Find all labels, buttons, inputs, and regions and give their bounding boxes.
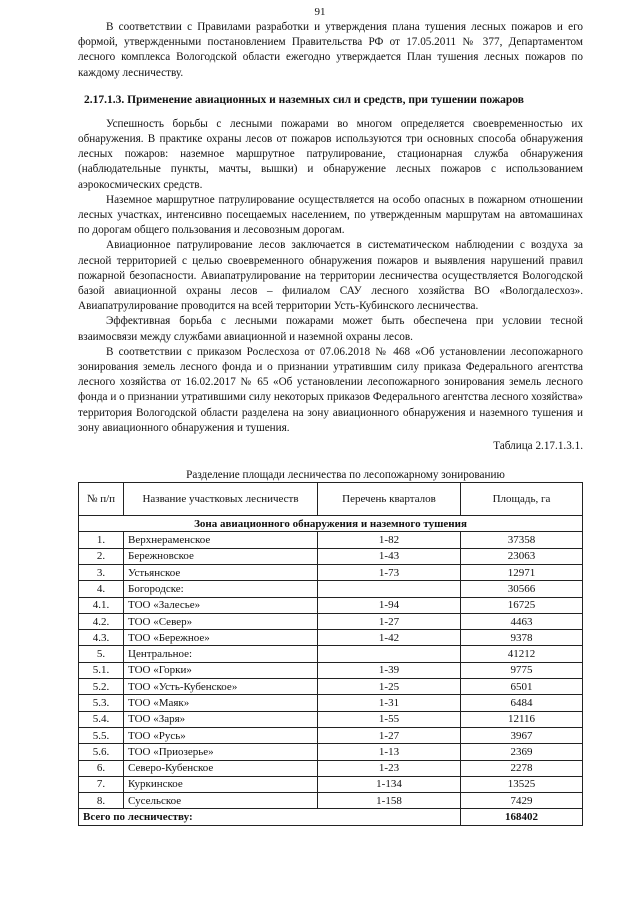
row-area: 13525 bbox=[461, 776, 583, 792]
zone-label: Зона авиационного обнаружения и наземного тушения bbox=[79, 516, 583, 532]
total-value: 168402 bbox=[461, 809, 583, 825]
row-name: Устьянское bbox=[124, 564, 318, 580]
row-name: ТОО «Горки» bbox=[124, 662, 318, 678]
row-name: ТОО «Приозерье» bbox=[124, 744, 318, 760]
table-row bbox=[79, 597, 583, 613]
table-row bbox=[79, 548, 583, 564]
row-area: 12971 bbox=[461, 564, 583, 580]
total-label: Всего по лесничеству: bbox=[79, 809, 461, 825]
row-name: ТОО «Усть-Кубенское» bbox=[124, 679, 318, 695]
row-quarters: 1-134 bbox=[318, 776, 461, 792]
row-quarters: 1-55 bbox=[318, 711, 461, 727]
row-name: ТОО «Маяк» bbox=[124, 695, 318, 711]
row-area: 3967 bbox=[461, 727, 583, 743]
table-row bbox=[79, 711, 583, 727]
row-name: Куркинское bbox=[124, 776, 318, 792]
row-quarters: 1-31 bbox=[318, 695, 461, 711]
table-reference: Таблица 2.17.1.3.1. bbox=[493, 440, 583, 453]
row-number: 5.6. bbox=[79, 744, 124, 760]
row-area: 2278 bbox=[461, 760, 583, 776]
page-number: 91 bbox=[314, 6, 326, 18]
table-row bbox=[79, 662, 583, 678]
body-paragraph: Эффективная борьба с лесными пожарами может быть обеспечена при условии тесной взаимосвязи между службами авиационной и наземной охраны лесов. bbox=[78, 315, 583, 343]
table-row bbox=[79, 679, 583, 695]
row-quarters: 1-27 bbox=[318, 727, 461, 743]
table-row bbox=[79, 760, 583, 776]
table-row bbox=[79, 630, 583, 646]
body-paragraph: Наземное маршрутное патрулирование осуществляется на особо опасных в пожарном отношении лесных участках, интенсивно посещаемых населением, по утвержденным маршрутам на автомашинах по дорогам общего пользования и лесовозным дорогам. bbox=[78, 193, 583, 237]
table-row bbox=[79, 532, 583, 548]
body-paragraph: В соответствии с приказом Рослесхоза от 07.06.2018 № 468 «Об установлении лесопожарного зонирования земель лесного фонда и о признании утратившим силу приказа Федерального агентства лесного хозяйства от 16.02.2017 № 65 «Об установлении лесопожарного зонирования земель лесного фонда и о признании утратившими силу некоторых приказов Федерального агентства лесного хозяйства» территория Вологодской области разделена на зону авиационного обнаружения и наземного тушения и зону авиационного обнаружения и тушения. bbox=[78, 345, 583, 434]
table-caption: Разделение площади лесничества по лесопожарному зонированию bbox=[186, 469, 505, 482]
row-quarters: 1-25 bbox=[318, 679, 461, 695]
row-number: 5.1. bbox=[79, 662, 124, 678]
row-name: ТОО «Бережное» bbox=[124, 630, 318, 646]
row-area: 6501 bbox=[461, 679, 583, 695]
body-paragraph: Авиационное патрулирование лесов заключается в систематическом наблюдении с воздуха за лесной территорией с целью своевременного обнаружения пожаров и выявления нарушений правил пожарной безопасности. Авиапатрулирование на территории лесничества осуществляется Вологодской базой авиационной охраны лесов – филиалом САУ лесного хозяйства ВО «Вологдалесхоз». Авиапатрулирование проводится на всей территории Усть-Кубинского лесничества. bbox=[78, 239, 583, 313]
header-number: № п/п bbox=[79, 483, 124, 516]
row-quarters: 1-39 bbox=[318, 662, 461, 678]
row-area: 41212 bbox=[461, 646, 583, 662]
row-name: Богородске: bbox=[124, 581, 318, 597]
table-row bbox=[79, 744, 583, 760]
row-name: ТОО «Русь» bbox=[124, 727, 318, 743]
intro-paragraph: В соответствии с Правилами разработки и утверждения плана тушения лесных пожаров и его формой, утвержденными постановлением Правительства РФ от 17.05.2011 № 377, Департаментом лесного комплекса Вологодской области ежегодно утверждается План тушения лесных пожаров по каждому лесничеству. bbox=[78, 21, 583, 79]
row-number: 6. bbox=[79, 760, 124, 776]
row-area: 6484 bbox=[461, 695, 583, 711]
row-name: Верхнераменское bbox=[124, 532, 318, 548]
row-quarters bbox=[318, 646, 461, 662]
row-area: 16725 bbox=[461, 597, 583, 613]
table-row bbox=[79, 695, 583, 711]
row-number: 5.4. bbox=[79, 711, 124, 727]
table-row bbox=[79, 776, 583, 792]
row-quarters: 1-27 bbox=[318, 613, 461, 629]
row-area: 9775 bbox=[461, 662, 583, 678]
row-quarters: 1-23 bbox=[318, 760, 461, 776]
row-number: 4.3. bbox=[79, 630, 124, 646]
row-name: Северо-Кубенское bbox=[124, 760, 318, 776]
row-number: 5.5. bbox=[79, 727, 124, 743]
table-header-row bbox=[79, 483, 583, 516]
row-quarters: 1-13 bbox=[318, 744, 461, 760]
row-quarters: 1-42 bbox=[318, 630, 461, 646]
row-number: 5.2. bbox=[79, 679, 124, 695]
row-number: 4. bbox=[79, 581, 124, 597]
row-area: 9378 bbox=[461, 630, 583, 646]
row-number: 4.1. bbox=[79, 597, 124, 613]
row-area: 37358 bbox=[461, 532, 583, 548]
row-area: 7429 bbox=[461, 793, 583, 809]
table-row bbox=[79, 564, 583, 580]
row-name: ТОО «Север» bbox=[124, 613, 318, 629]
header-area: Площадь, га bbox=[461, 483, 583, 516]
total-row bbox=[79, 809, 583, 825]
row-quarters: 1-82 bbox=[318, 532, 461, 548]
row-name: Сусельское bbox=[124, 793, 318, 809]
row-area: 23063 bbox=[461, 548, 583, 564]
zoning-table bbox=[78, 482, 583, 826]
table-row bbox=[79, 727, 583, 743]
header-name: Название участковых лесничеств bbox=[124, 483, 318, 516]
row-area: 30566 bbox=[461, 581, 583, 597]
row-number: 1. bbox=[79, 532, 124, 548]
row-number: 2. bbox=[79, 548, 124, 564]
row-number: 4.2. bbox=[79, 613, 124, 629]
row-area: 12116 bbox=[461, 711, 583, 727]
header-quarters: Перечень кварталов bbox=[318, 483, 461, 516]
section-paragraphs bbox=[78, 117, 583, 436]
row-quarters: 1-94 bbox=[318, 597, 461, 613]
table-row bbox=[79, 793, 583, 809]
row-quarters: 1-158 bbox=[318, 793, 461, 809]
row-quarters: 1-43 bbox=[318, 548, 461, 564]
row-name: ТОО «Залесье» bbox=[124, 597, 318, 613]
row-quarters: 1-73 bbox=[318, 564, 461, 580]
row-number: 3. bbox=[79, 564, 124, 580]
body-paragraph: Успешность борьбы с лесными пожарами во многом определяется своевременностью их обнаружения. В практике охраны лесов от пожаров используются три основных способа обнаружения лесных пожаров: наземное маршрутное патрулирование, стационарная служба обнаружения (наблюдательные пункты, мачты, вышки) и обнаружение лесных пожаров с использованием аэрокосмических средств. bbox=[78, 117, 583, 191]
table-row bbox=[79, 646, 583, 662]
document-body bbox=[78, 20, 583, 826]
row-number: 7. bbox=[79, 776, 124, 792]
row-area: 4463 bbox=[461, 613, 583, 629]
row-name: Центральное: bbox=[124, 646, 318, 662]
row-quarters bbox=[318, 581, 461, 597]
row-name: ТОО «Заря» bbox=[124, 711, 318, 727]
table-row bbox=[79, 613, 583, 629]
row-area: 2369 bbox=[461, 744, 583, 760]
zone-row bbox=[79, 516, 583, 532]
table-row bbox=[79, 581, 583, 597]
row-number: 5.3. bbox=[79, 695, 124, 711]
row-number: 8. bbox=[79, 793, 124, 809]
row-name: Бережновское bbox=[124, 548, 318, 564]
section-heading: 2.17.1.3. Применение авиационных и наземных сил и средств, при тушении пожаров bbox=[84, 93, 524, 106]
row-number: 5. bbox=[79, 646, 124, 662]
